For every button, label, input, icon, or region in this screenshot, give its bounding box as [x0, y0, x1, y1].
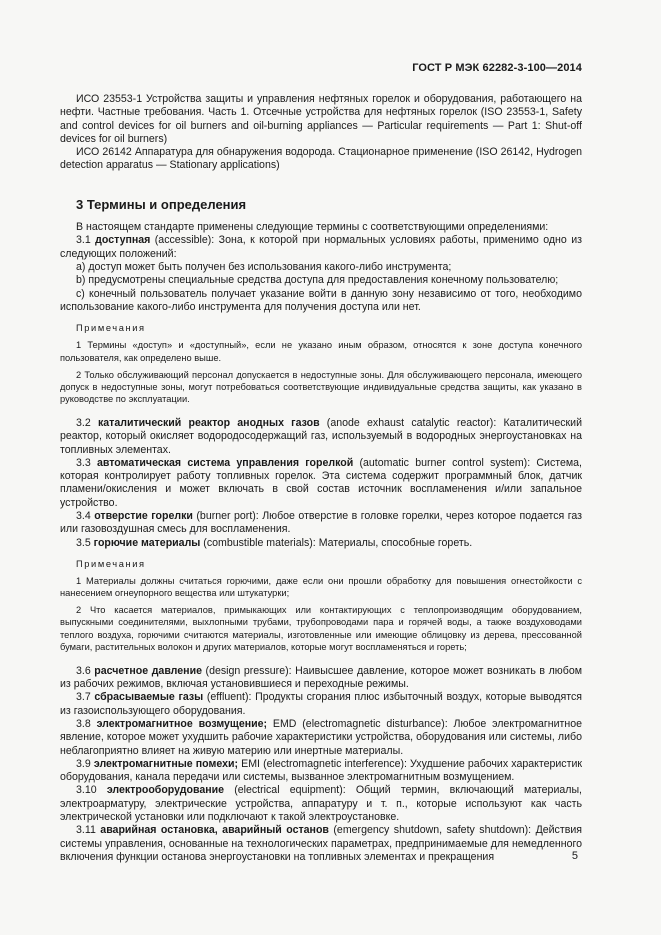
term-3-1: [60, 234, 582, 261]
page-content: [60, 93, 582, 864]
notes-title: Примечания: [76, 558, 146, 569]
note-1: 1 Термины «доступ» и «доступный», если не указано иным образом, относятся к зоне доступа конечного пользователя, как определено выше.: [60, 340, 582, 363]
section-title: 3 Термины и определения: [76, 196, 247, 212]
term-number: 3.1: [76, 234, 96, 247]
term-definition: (electrical equipment): Общий термин, включающий материалы, электроарматуру, электрические устройства, аппаратуру и т. п., которые используют как часть электрической установки или подключают к такой электроустановке.: [60, 784, 582, 824]
term-name: горючие материалы: [93, 536, 201, 549]
list-item-c: с) конечный пользователь получает указание войти в данную зону независимо от того, необходимо использование какого-либо инструмента для получения доступа или нет.: [60, 287, 582, 313]
term-3-9: [60, 758, 582, 785]
term-definition: EMD (electromagnetic disturbance): Любое электромагнитное явление, которое может ухудшить рабочие характеристики устройства, оборудования или системы, либо неблагоприятно влияет на живую материю или инертные материалы.: [60, 717, 583, 757]
term-definition: (design pressure): Наивысшее давление, которое может возникать в любом из рабочих режимов, включая установившиеся и переходные режимы.: [60, 664, 582, 691]
term-name: электромагнитное возмущение;: [96, 717, 268, 730]
section-intro: В настоящем стандарте применены следующие термины с соответствующими определениями:: [76, 221, 549, 234]
term-number: 3.8: [76, 717, 97, 730]
term-name: электрооборудование: [106, 784, 225, 797]
term-name: каталитический реактор анодных газов: [97, 416, 320, 429]
term-number: 3.3: [76, 456, 97, 469]
note-1: 1 Материалы должны считаться горючими, даже если они прошли обработку для повышения огнестойкости с нанесением огнеупорного вещества или штукатурки;: [60, 576, 582, 599]
term-definition: (burner port): Любое отверстие в головке горелки, через которое подается газ или газовоздушная смесь для воспламенения.: [60, 510, 582, 536]
term-number: 3.5: [76, 536, 94, 549]
term-number: 3.7: [76, 691, 95, 704]
term-number: 3.6: [76, 664, 95, 677]
term-number: 3.2: [76, 416, 98, 429]
term-definition: (combustible materials): Материалы, способные гореть.: [200, 536, 473, 549]
term-definition: (automatic burner control system): Система, которая контролирует работу топливных горелок. Эта система содержит программный блок, датчик пламени/окисления и может включать в свой состав источник воспламенения и/или запальное устройство.: [60, 456, 582, 509]
list-item-b: b) предусмотрены специальные средства доступа для предоставления конечному пользователю;: [76, 274, 559, 287]
term-3-7: [60, 691, 582, 718]
term-name: доступная: [95, 234, 151, 247]
document-header: ГОСТ Р МЭК 62282-3-100—2014: [412, 62, 582, 74]
term-number: 3.10: [76, 784, 107, 797]
term-3-8: [60, 718, 582, 758]
term-name: аварийная остановка, аварийный останов: [100, 824, 329, 837]
reference-iso-23553: ИСО 23553-1 Устройства защиты и управления нефтяных горелок и оборудования, работающего на нефти. Частные требования. Часть 1. Отсечные устройства для нефтяных горелок (ISO 23553-1, Safety and control devices for oil burners and oil-burning appliances — Particular requirements — Part 1: Shut-off devices for oil burners): [60, 93, 582, 145]
term-definition: (effluent): Продукты сгорания плюс избыточный воздух, которые выводятся из газоиспользующего оборудования.: [60, 691, 582, 717]
page-number: 5: [571, 850, 578, 862]
term-3-5: [60, 537, 582, 550]
term-3-6: [60, 665, 582, 692]
term-definition: (accessible): Зона, к которой при нормальных условиях работы, применимо одно из следующих положений:: [60, 234, 582, 260]
notes-title: Примечания: [76, 323, 146, 334]
note-2: 2 Что касается материалов, примыкающих или контактирующих с теплопроизводящим оборудованием, выпускными соединителями, выхлопными трубами, трубопроводами пара и горячей воды, а также воздуховодами теплого воздуха, горючими считаются материалы, изготовленные или имеющие облицовку из дерева, прессованной бумаги, растительных волокон и других материалов, которые могут воспламеняться и гореть;: [60, 605, 582, 652]
term-number: 3.9: [76, 757, 94, 770]
term-3-10: [60, 784, 582, 824]
term-3-4: [60, 510, 582, 537]
term-definition: (anode exhaust catalytic reactor): Каталитический реактор, который окисляет водородосодержащий газ, используемый в водородных энергоустановках на топливных элементах.: [60, 416, 582, 456]
term-name: расчетное давление: [94, 664, 202, 677]
term-definition: (emergency shutdown, safety shutdown): Действия системы управления, основанные на технологических параметрах, предпринимаемые для немедленного включения функции останова энергоустановки на топливных элементах и прекращения: [60, 824, 582, 863]
term-3-2: [60, 417, 582, 457]
term-name: электромагнитные помехи;: [93, 757, 239, 770]
term-name: сбрасываемые газы: [94, 691, 204, 704]
term-definition: EMI (electromagnetic interference): Ухудшение рабочих характеристик оборудования, канала передачи или системы, вызванное электромагнитным возмущением.: [60, 757, 583, 784]
term-number: 3.4: [76, 510, 95, 522]
term-3-3: [60, 457, 582, 510]
term-3-11: [60, 824, 582, 864]
term-name: автоматическая система управления горелкой: [96, 456, 354, 469]
term-number: 3.11: [76, 824, 101, 837]
list-item-a: а) доступ может быть получен без использования какого-либо инструмента;: [76, 260, 452, 273]
note-2: 2 Только обслуживающий персонал допускается в недоступные зоны. Для обслуживающего персонала, имеющего допуск в недоступные зоны, могут потребоваться соответствующие индивидуальные средства защиты, как указано в руководстве по эксплуатации.: [60, 369, 582, 404]
reference-iso-26142: ИСО 26142 Аппаратура для обнаружения водорода. Стационарное применение (ISO 26142, Hydrogen detection apparatus — Stationary applications): [60, 146, 582, 172]
term-name: отверстие горелки: [94, 510, 193, 522]
